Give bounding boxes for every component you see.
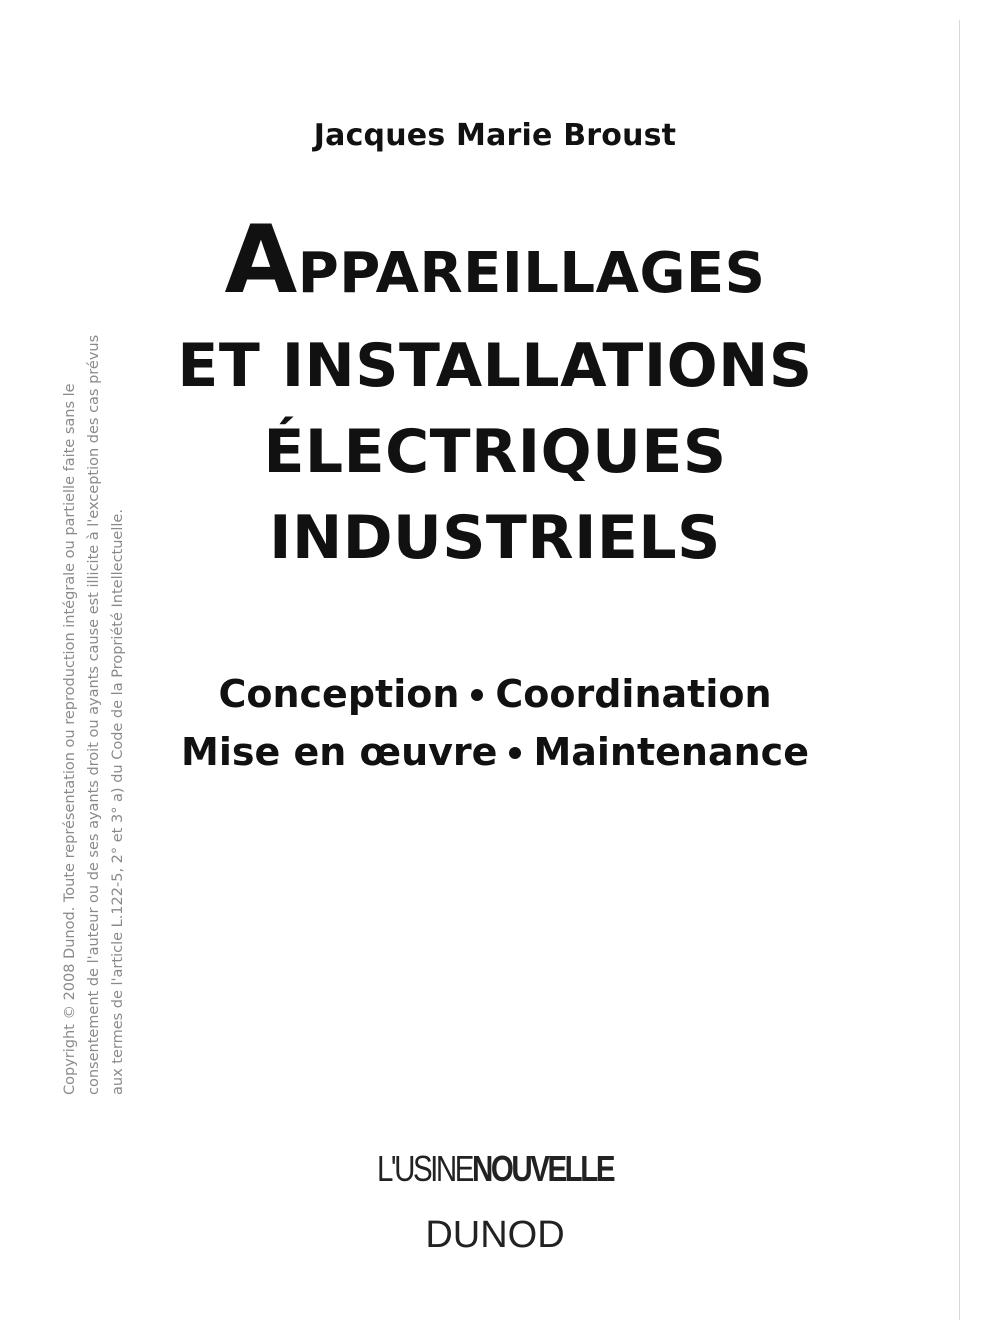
subtitle-line-2 [0,723,990,781]
subtitle-maintenance: Maintenance [533,730,809,774]
title-initial: A [224,206,298,315]
book-subtitle [0,665,990,781]
subtitle-coordination: Coordination [495,672,772,716]
subtitle-mise-en-oeuvre: Mise en œuvre [181,730,498,774]
title-line-1-rest: PPAREILLAGES [297,241,766,306]
imprint-light-text: L'USINE [376,1148,473,1189]
title-line-1 [0,206,990,323]
title-line-2: ET INSTALLATIONS [177,331,813,401]
author-name: Jacques Marie Broust [313,118,677,153]
copyright-line-3: aux termes de l'article L.122-5, 2° et 3° a) du Code de la Propriété Intellectuelle. [110,509,126,1095]
copyright-line-1: Copyright © 2008 Dunod. Toute représentation ou reproduction intégrale ou partielle faite sans le [62,383,78,1095]
bullet-separator [471,689,483,701]
subtitle-conception: Conception [218,672,460,716]
copyright-line-2: consentement de l'auteur ou de ses ayants droit ou ayants cause est illicite à l'exception des cas prévus [86,334,102,1095]
subtitle-line-1 [0,665,990,723]
title-line-3: ÉLECTRIQUES [263,417,727,487]
usine-nouvelle-logo [89,1148,901,1190]
bullet-separator [509,747,521,759]
title-line-4: INDUSTRIELS [269,503,721,573]
dunod-logo: DUNOD [425,1214,565,1256]
book-title [0,206,990,581]
imprint-bold-text: NOUVELLE [472,1148,614,1189]
copyright-notice [58,280,130,1095]
